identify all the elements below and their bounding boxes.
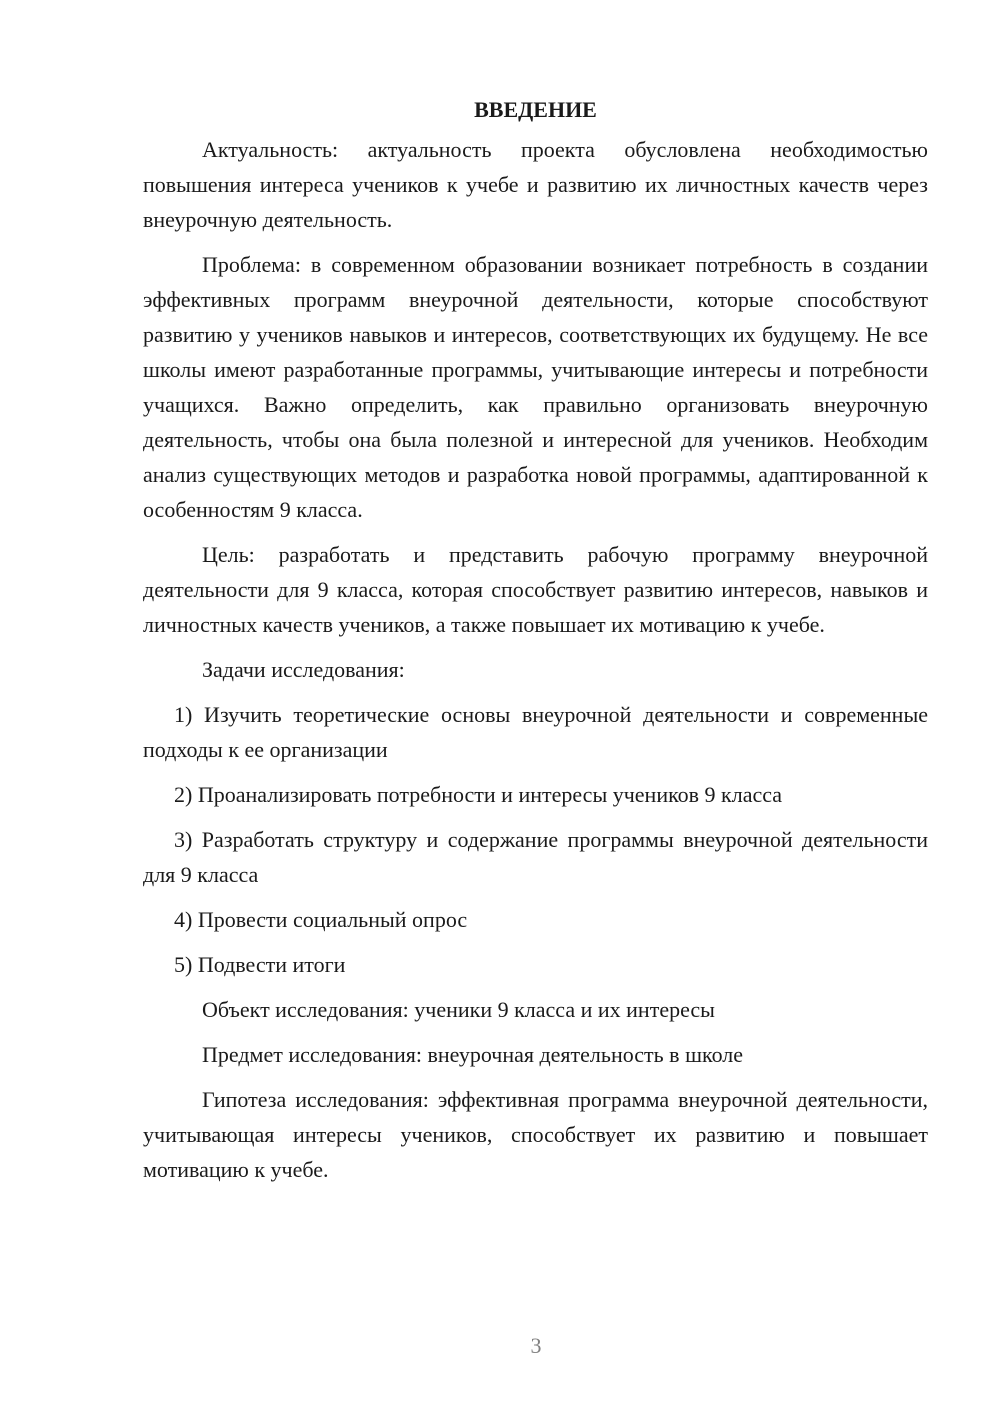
relevance-paragraph: Актуальность: актуальность проекта обусловлена необходимостью повышения интереса учеников к учебе и развитию их личностных качеств через внеурочную деятельность. bbox=[143, 137, 928, 232]
goal-paragraph: Цель: разработать и представить рабочую программу внеурочной деятельности для 9 класса, которая способствует развитию интересов, навыков и личностных качеств учеников, а также повышает их мотивацию к учебе. bbox=[143, 542, 928, 637]
page-number: 3 bbox=[530, 1333, 542, 1358]
section-title: ВВЕДЕНИЕ bbox=[474, 97, 597, 122]
problem-paragraph: Проблема: в современном образовании возникает потребность в создании эффективных программ внеурочной деятельности, которые способствуют развитию у учеников навыков и интересов, соответствующих их будущему. Не все школы имеют разработанные программы, учитывающие интересы и потребности учащихся. Важно определить, как правильно организовать внеурочную деятельность, чтобы она была полезной и интересной для учеников. Необходим анализ существующих методов и разработка новой программы, адаптированной к особенностям 9 класса. bbox=[143, 252, 928, 522]
research-object: Объект исследования: ученики 9 класса и их интересы bbox=[202, 997, 715, 1022]
tasks-heading: Задачи исследования: bbox=[202, 657, 405, 682]
document-body bbox=[143, 92, 928, 1197]
research-subject: Предмет исследования: внеурочная деятельность в школе bbox=[202, 1042, 744, 1067]
task-item-1: 1) Изучить теоретические основы внеурочной деятельности и современные подходы к ее организации bbox=[143, 702, 928, 762]
research-hypothesis: Гипотеза исследования: эффективная программа внеурочной деятельности, учитывающая интересы учеников, способствует их развитию и повышает мотивацию к учебе. bbox=[143, 1087, 928, 1182]
task-item-5: 5) Подвести итоги bbox=[174, 952, 346, 977]
task-item-2: 2) Проанализировать потребности и интересы учеников 9 класса bbox=[174, 782, 783, 807]
task-item-4: 4) Провести социальный опрос bbox=[174, 907, 468, 932]
task-item-3: 3) Разработать структуру и содержание программы внеурочной деятельности для 9 класса bbox=[143, 827, 928, 887]
